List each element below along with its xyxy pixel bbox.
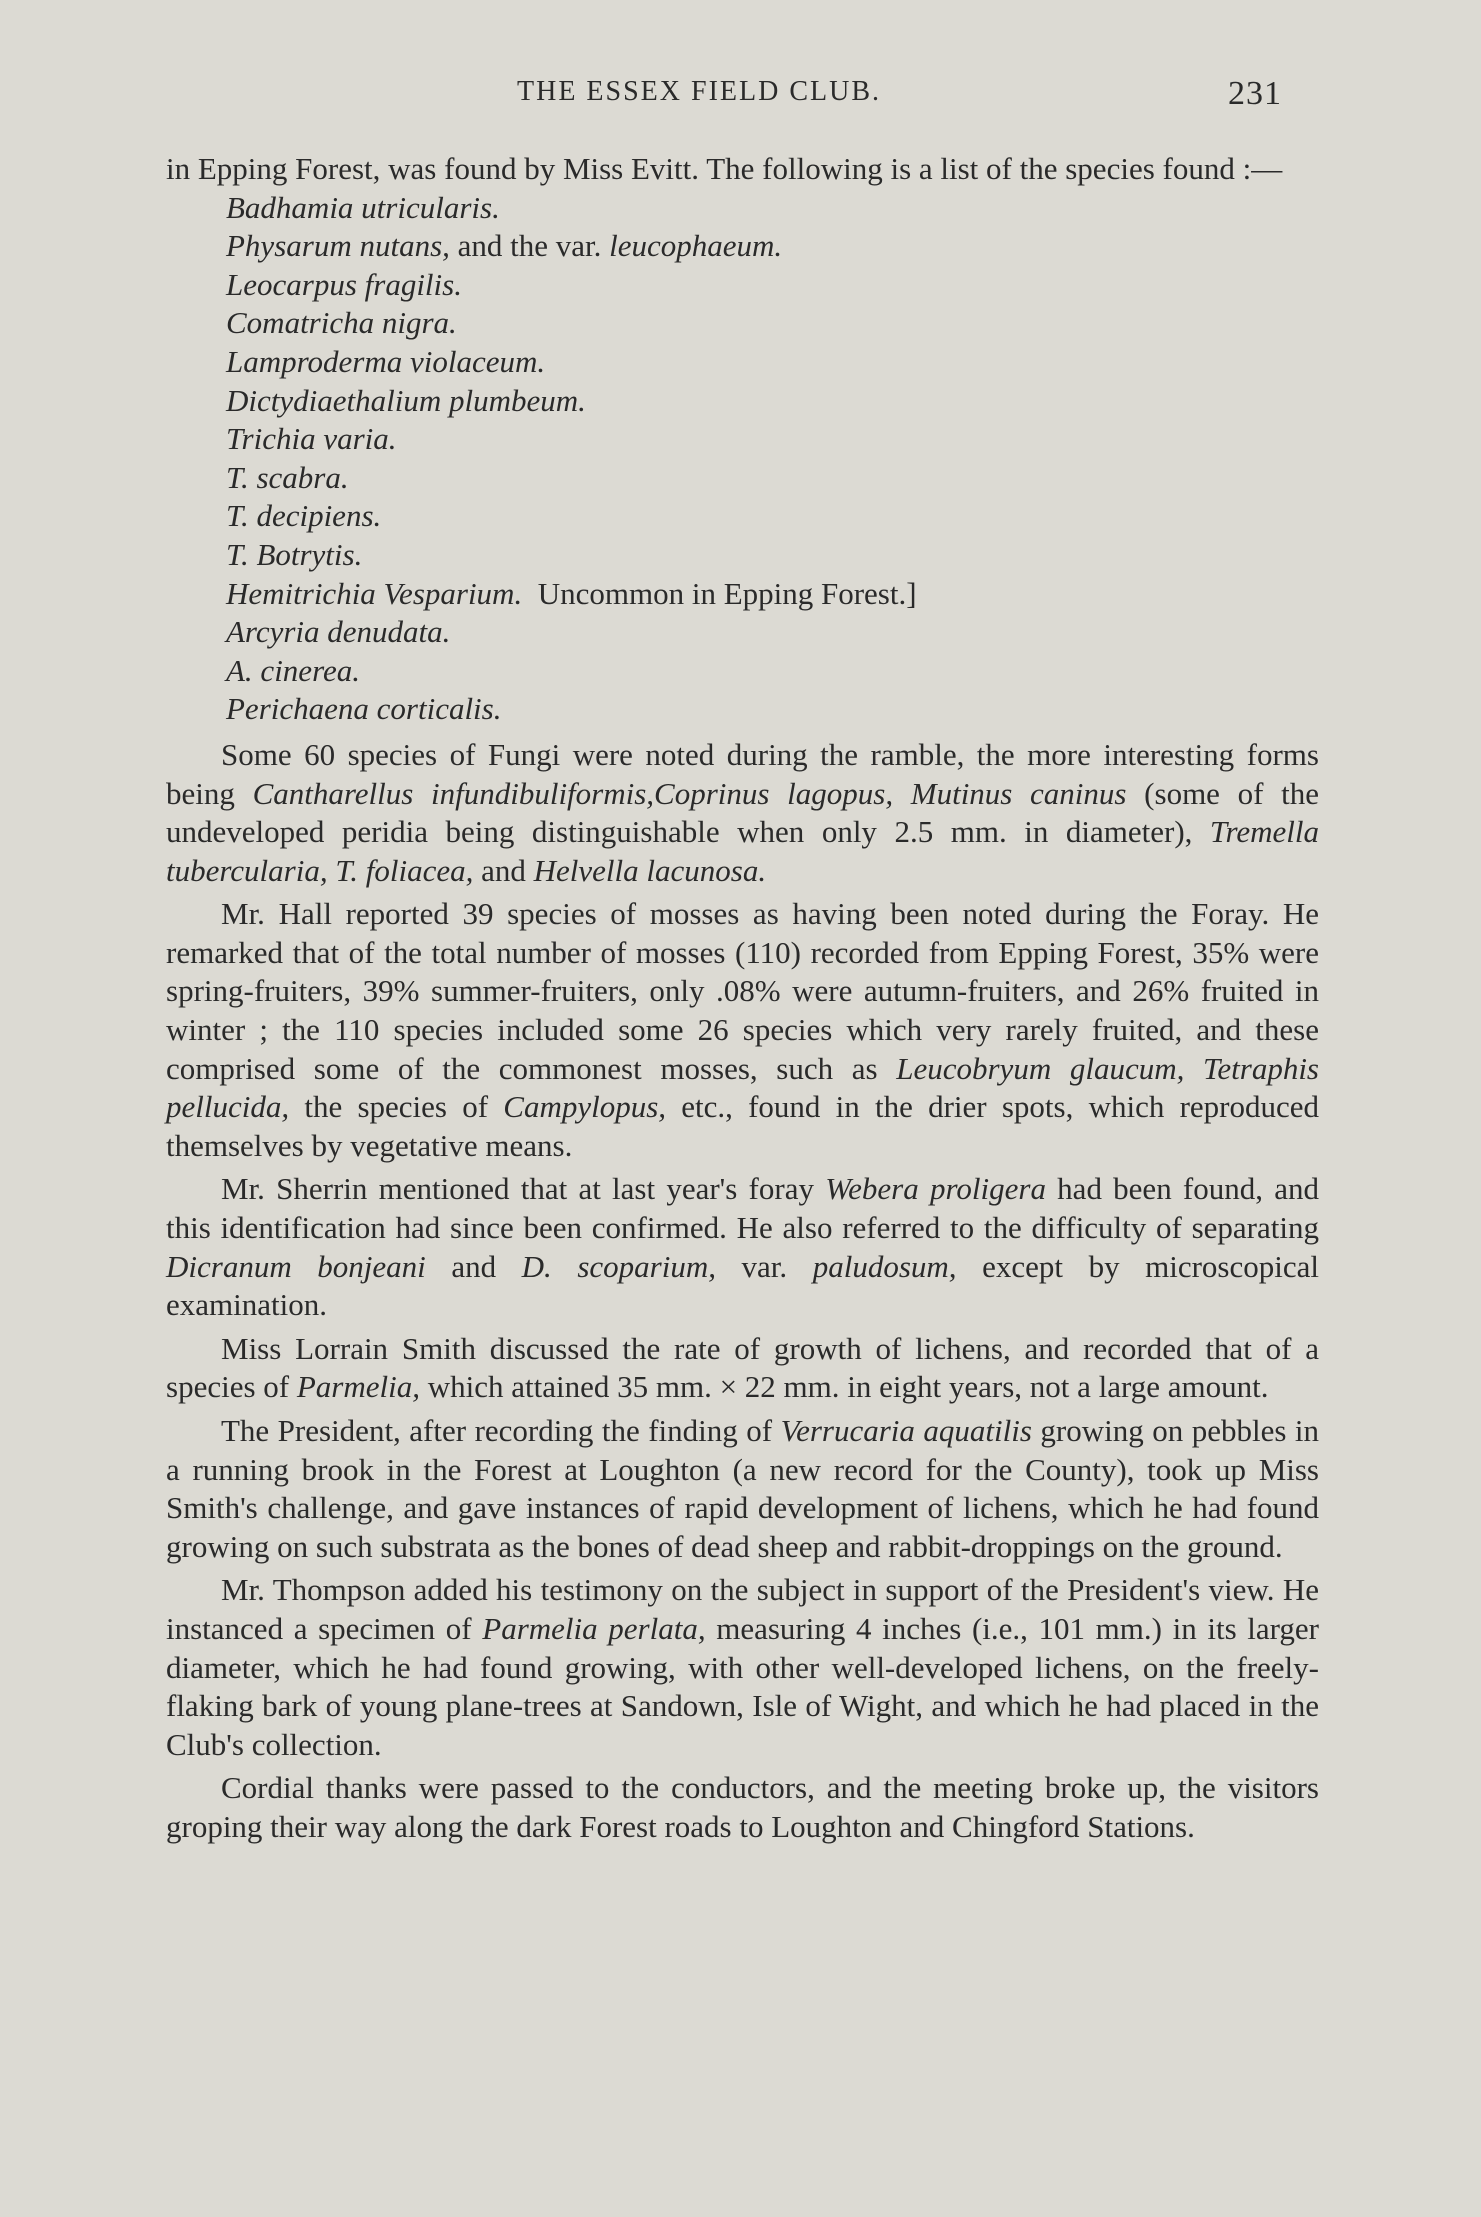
text-run: Mr. Hall reported 39 species of mosses as having been noted during the Foray. He remarked that of the total number of mosses (110) recorded from Epping Forest, 35% were spring-fruiters, 39% summer-fruiters, only .08% were autumn-fruiters, and 26% fruited in winter ; the 110 species included some 26 species which very rarely fruited, and these comprised some of the commonest mosses, such as xyxy=(166,896,1319,1086)
species-name: A. cinerea. xyxy=(226,652,360,688)
species-name: Lamproderma violaceum. xyxy=(226,343,546,379)
list-item xyxy=(226,575,1319,614)
species-name: Campylopus, xyxy=(503,1089,667,1125)
page-number: 231 xyxy=(1228,75,1282,112)
text-run: Mr. Thompson added his testimony on the subject in support of the President's view. He instanced a specimen of xyxy=(166,1572,1319,1646)
species-name: Perichaena corticalis. xyxy=(226,691,502,727)
running-head: THE ESSEX FIELD CLUB. xyxy=(517,76,881,107)
list-item xyxy=(226,304,1319,343)
list-item xyxy=(226,343,1319,382)
species-name: Cantharellus infundibuliformis,Coprinus lagopus, Mutinus caninus xyxy=(252,775,1127,811)
species-name: T. scabra. xyxy=(226,459,349,495)
species-name: Leocarpus fragilis. xyxy=(226,266,462,302)
species-name: Parmelia perlata, xyxy=(482,1610,706,1646)
species-name: Tremella tubercularia, T. foliacea, xyxy=(166,814,1319,888)
species-name: Dictydiaethalium plumbeum. xyxy=(226,382,586,418)
text-run: Miss Lorrain Smith discussed the rate of growth of lichens, and recorded that of a species of xyxy=(166,1330,1319,1405)
species-name: Verrucaria aquatilis xyxy=(780,1413,1032,1448)
lichens-paragraph xyxy=(166,1330,1319,1407)
list-item xyxy=(226,459,1319,498)
species-name: D. scoparium, xyxy=(521,1248,716,1284)
text-run: except by microscopical examination. xyxy=(166,1248,1320,1323)
text-run: measuring 4 inches (i.e., 101 mm.) in its larger diameter, which he had found growing, with other well-developed lichens, on the freely-flaking bark of young plane-trees at Sandown, Isle of Wight, and which he had placed in the Club's collection. xyxy=(166,1610,1319,1762)
list-item xyxy=(226,189,1319,228)
text-run: Cordial thanks were passed to the conductors, and the meeting broke up, the visitors groping their way along the dark Forest roads to Loughton and Chingford Stations. xyxy=(166,1770,1319,1844)
thompson-paragraph xyxy=(166,1571,1319,1764)
text-run: growing on pebbles in a running brook in the Forest at Loughton (a new record for the County), took up Miss Smith's challenge, and gave instances of rapid development of lichens, which he had found growing on such substrata as the bones of dead sheep and rabbit-droppings on the ground. xyxy=(166,1413,1320,1564)
species-variety: leucophaeum. xyxy=(609,228,783,264)
list-item xyxy=(226,497,1319,536)
species-name: Helvella lacunosa. xyxy=(533,852,767,888)
text-run: (some of the undeveloped peridia being distinguishable when only 2.5 mm. in diameter), xyxy=(166,775,1319,850)
mosses-paragraph xyxy=(166,895,1319,1165)
species-name: Comatricha nigra. xyxy=(226,305,457,341)
list-item xyxy=(226,266,1319,305)
species-name: Trichia varia. xyxy=(226,421,397,457)
text-run: and xyxy=(425,1248,522,1284)
text-run: which attained 35 mm. × 22 mm. in eight years, not a large amount. xyxy=(419,1369,1269,1405)
text-run: Some 60 species of Fungi were noted during the ramble, the more interesting forms being xyxy=(166,736,1319,811)
list-item xyxy=(226,652,1319,691)
species-name: paludosum, xyxy=(812,1248,957,1284)
text-run: Mr. Sherrin mentioned that at last year's foray xyxy=(221,1171,826,1207)
text-run: etc., found in the drier spots, which reproduced themselves by vegetative means. xyxy=(166,1089,1320,1163)
president-paragraph xyxy=(166,1412,1319,1566)
species-name: Hemitrichia Vesparium. xyxy=(226,575,523,611)
species-name: Physarum nutans, xyxy=(226,228,450,264)
species-name: Webera proligera xyxy=(825,1171,1046,1207)
list-item xyxy=(226,227,1319,266)
species-name: T. decipiens. xyxy=(226,498,382,534)
intro-paragraph: in Epping Forest, was found by Miss Evitt. The following is a list of the species found :— xyxy=(166,151,1283,186)
list-item xyxy=(226,382,1319,421)
sherrin-paragraph xyxy=(166,1170,1319,1324)
species-name: Leucobryum glaucum, Tetraphis pellucida, xyxy=(166,1050,1319,1125)
closing-paragraph xyxy=(166,1769,1319,1846)
species-name: Badhamia utricularis. xyxy=(226,189,500,225)
body-text xyxy=(166,150,1319,1847)
list-item xyxy=(226,613,1319,652)
text-run: var. xyxy=(715,1248,813,1284)
species-name: Parmelia, xyxy=(296,1369,420,1405)
species-name: Arcyria denudata. xyxy=(226,614,451,650)
fungi-paragraph xyxy=(166,736,1319,890)
text-run: and xyxy=(473,852,534,888)
species-note: Uncommon in Epping Forest.] xyxy=(522,575,917,611)
species-note: and the var. xyxy=(449,228,610,264)
list-item xyxy=(226,690,1319,729)
text-run: had been found, and this identification had since been confirmed. He also referred to the difficulty of separating xyxy=(166,1171,1319,1246)
species-name: T. Botrytis. xyxy=(226,536,363,572)
list-item xyxy=(226,536,1319,575)
species-name: Dicranum bonjeani xyxy=(166,1248,426,1284)
species-list xyxy=(226,189,1319,729)
text-run: the species of xyxy=(289,1089,504,1125)
text-run: The President, after recording the finding of xyxy=(221,1413,781,1448)
list-item xyxy=(226,420,1319,459)
page-header xyxy=(0,72,1481,122)
